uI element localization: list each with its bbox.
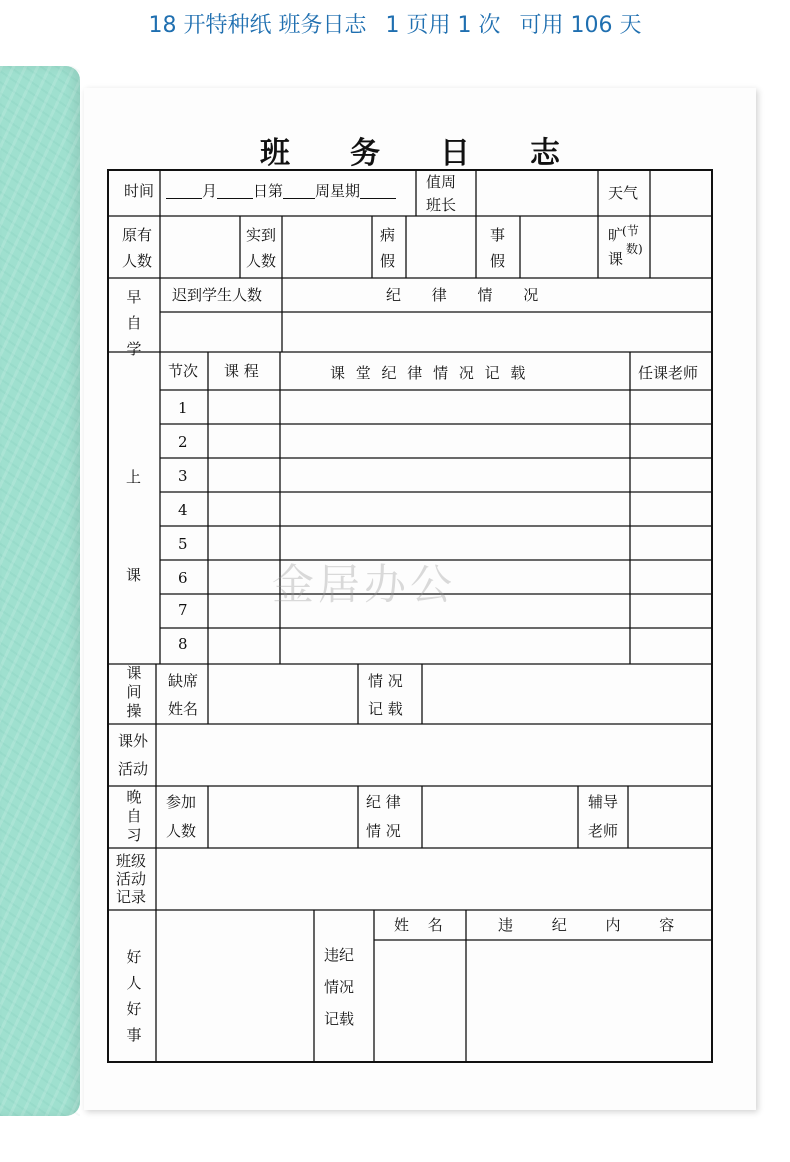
violation-content-header: 违 纪 内 容 <box>498 916 675 934</box>
present-label-1: 实到 <box>246 226 277 244</box>
time-label: 时间 <box>124 182 155 200</box>
notebook-cover <box>0 66 80 1116</box>
duty-label-1: 值周 <box>426 173 457 191</box>
sick-label-1: 病 <box>380 226 396 244</box>
period-number: 4 <box>178 501 188 519</box>
period-number: 3 <box>178 467 188 485</box>
class-record-header: 课 堂 纪 律 情 况 记 载 <box>330 364 526 382</box>
exercise-absent-2: 姓名 <box>168 700 199 718</box>
name-header: 姓 名 <box>394 916 443 934</box>
period-number: 7 <box>178 601 188 619</box>
watermark: 金居办公 <box>272 560 457 609</box>
evening-attend-1: 参加 <box>166 793 197 811</box>
morning-discipline-label: 纪 律 情 况 <box>386 286 539 304</box>
exercise-label: 课间操 <box>126 664 142 720</box>
day-prefix-label: 日第 <box>253 182 284 200</box>
caption-part3: 可用 106 天 <box>519 13 642 38</box>
sick-label-2: 假 <box>380 252 396 270</box>
weather-label: 天气 <box>608 184 639 202</box>
duty-label-2: 班长 <box>426 196 457 214</box>
absent-sub-2: 数) <box>626 242 643 256</box>
period-number: 6 <box>178 569 188 587</box>
late-label: 迟到学生人数 <box>172 286 263 304</box>
evening-tutor-2: 老师 <box>588 822 619 840</box>
period-number: 5 <box>178 535 188 553</box>
outdoor-label-1: 课外 <box>118 732 149 750</box>
month-blank[interactable] <box>166 184 202 199</box>
violation-label-3: 记载 <box>324 1010 355 1028</box>
form-title: 班务日志 <box>260 136 620 171</box>
period-number: 8 <box>178 635 188 653</box>
period-number: 2 <box>178 433 188 451</box>
exercise-record-2: 记 载 <box>368 700 403 718</box>
evening-discipline-2: 情 况 <box>366 822 401 840</box>
class-label-2: 课 <box>126 566 142 584</box>
evening-tutor-1: 辅导 <box>588 793 619 811</box>
caption-part1: 18 开特种纸 班务日志 <box>148 13 367 38</box>
week-label: 周星期 <box>315 182 361 200</box>
weekday-blank[interactable] <box>360 184 396 199</box>
date-line <box>166 184 396 199</box>
enrolled-label-2: 人数 <box>122 252 153 270</box>
good-deeds-label: 好人好事 <box>126 948 142 1044</box>
present-label-2: 人数 <box>246 252 277 270</box>
activity-label: 班级活动记录 <box>116 852 147 906</box>
exercise-record-1: 情 况 <box>368 672 403 690</box>
personal-label-2: 假 <box>490 252 506 270</box>
absent-label-2: 课 <box>608 250 624 268</box>
exercise-absent-1: 缺席 <box>168 672 199 690</box>
evening-attend-2: 人数 <box>166 822 197 840</box>
evening-discipline-1: 纪 律 <box>366 793 401 811</box>
product-caption <box>0 8 790 39</box>
personal-label-1: 事 <box>490 226 506 244</box>
absent-sub-1: (节 <box>622 224 639 238</box>
outdoor-label-2: 活动 <box>118 760 149 778</box>
day-blank[interactable] <box>217 184 253 199</box>
teacher-header: 任课老师 <box>638 364 699 382</box>
violation-label-1: 违纪 <box>324 946 355 964</box>
week-blank[interactable] <box>283 184 315 199</box>
violation-label-2: 情况 <box>324 978 355 996</box>
caption-part2: 1 页用 1 次 <box>385 13 501 38</box>
month-label: 月 <box>202 182 218 200</box>
evening-label: 晚自习 <box>126 788 142 844</box>
course-header: 课 程 <box>224 362 259 380</box>
class-label-1: 上 <box>126 468 142 486</box>
enrolled-label-1: 原有 <box>122 226 153 244</box>
absent-label-1: 旷 <box>608 226 624 244</box>
period-number: 1 <box>178 399 188 417</box>
period-header: 节次 <box>168 362 199 380</box>
morning-label: 早自学 <box>126 288 142 358</box>
